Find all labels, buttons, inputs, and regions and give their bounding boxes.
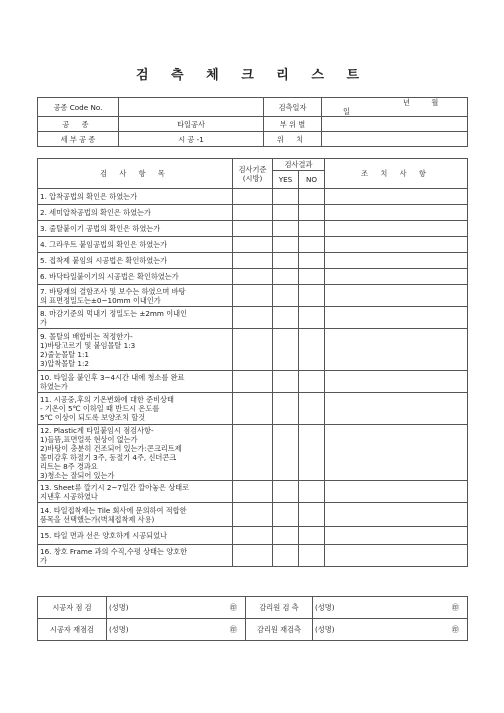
item-text: 9. 몰탈의 배합비는 적정한가- 1)바탕고르기 및 붙임몰탈 1:3 2)줄눈몰탈 1:1 3)압착몰탈 1:2 (38, 329, 233, 371)
location-value[interactable] (322, 132, 468, 147)
action-cell[interactable] (325, 527, 468, 545)
yes-cell[interactable] (273, 285, 299, 307)
contractor-reinspection-label: 시공자 재점검 (38, 619, 107, 641)
standard-cell[interactable] (233, 503, 273, 527)
item-text: 8. 마감기준의 먹내기 정밀도는 ±2mm 이내인 가 (38, 307, 233, 329)
item-text: 10. 타일을 붙인후 3~4시간 내에 청소를 완료 하였는가 (38, 371, 233, 393)
standard-cell[interactable] (233, 481, 273, 503)
action-cell[interactable] (325, 371, 468, 393)
checklist-row (38, 237, 468, 253)
seal-icon: ㊞ (229, 603, 237, 612)
checklist-row (38, 329, 468, 371)
name-label: (성명) (109, 625, 129, 634)
yes-cell[interactable] (273, 189, 299, 205)
yes-cell[interactable] (273, 527, 299, 545)
checklist-row (38, 205, 468, 221)
no-cell[interactable] (299, 527, 325, 545)
part-value[interactable] (322, 117, 468, 132)
col-yes-header: YES (273, 171, 299, 189)
yes-cell[interactable] (273, 205, 299, 221)
header-row-work-type (38, 117, 468, 132)
yes-cell[interactable] (273, 371, 299, 393)
yes-cell[interactable] (273, 503, 299, 527)
supervisor-reinspection-sign-field[interactable] (313, 619, 468, 641)
action-cell[interactable] (325, 269, 468, 285)
standard-cell[interactable] (233, 371, 273, 393)
standard-cell[interactable] (233, 253, 273, 269)
action-cell[interactable] (325, 307, 468, 329)
item-text: 5. 접착제 붙임의 시공법은 확인하였는가 (38, 253, 233, 269)
item-text: 16. 창호 Frame 과의 수직,수평 상태는 양호한 가 (38, 545, 233, 567)
action-cell[interactable] (325, 425, 468, 481)
checklist-row (38, 371, 468, 393)
standard-cell[interactable] (233, 189, 273, 205)
no-cell[interactable] (299, 237, 325, 253)
location-label: 위 치 (264, 132, 322, 147)
work-type-label: 공 종 (38, 117, 119, 132)
item-text: 4. 그라우트 붙임공법의 확인은 하였는가 (38, 237, 233, 253)
contractor-reinspection-sign-field[interactable] (107, 619, 246, 641)
contractor-inspection-sign-field[interactable] (107, 597, 246, 619)
yes-cell[interactable] (273, 425, 299, 481)
checklist-row (38, 221, 468, 237)
yes-cell[interactable] (273, 481, 299, 503)
item-text: 13. Sheet류 깔기시 2~7일간 깔아놓은 상태로 지낸후 시공하였나 (38, 481, 233, 503)
no-cell[interactable] (299, 205, 325, 221)
yes-cell[interactable] (273, 221, 299, 237)
no-cell[interactable] (299, 545, 325, 567)
checklist-table (37, 158, 468, 567)
checklist-row (38, 545, 468, 567)
no-cell[interactable] (299, 189, 325, 205)
code-value[interactable] (119, 98, 264, 117)
no-cell[interactable] (299, 371, 325, 393)
action-cell[interactable] (325, 205, 468, 221)
detail-type-value[interactable]: 시 공 -1 (119, 132, 264, 147)
inspection-date-field[interactable] (322, 98, 468, 117)
item-text: 14. 타일접착제는 Tile 회사에 문의하여 적합한 품목을 선택했는가(벽체접착제 사용) (38, 503, 233, 527)
seal-icon: ㊞ (229, 625, 237, 634)
checklist-row (38, 527, 468, 545)
checklist-row (38, 503, 468, 527)
no-cell[interactable] (299, 221, 325, 237)
col-no-header: NO (299, 171, 325, 189)
standard-cell[interactable] (233, 527, 273, 545)
signature-table (37, 596, 468, 641)
standard-cell[interactable] (233, 329, 273, 371)
col-item-header: 검 사 항 목 (38, 159, 233, 189)
yes-cell[interactable] (273, 253, 299, 269)
inspection-date-label: 검측일자 (264, 98, 322, 117)
action-cell[interactable] (325, 221, 468, 237)
no-cell[interactable] (299, 253, 325, 269)
header-row-detail (38, 132, 468, 147)
yes-cell[interactable] (273, 269, 299, 285)
action-cell[interactable] (325, 329, 468, 371)
item-text: 3. 줄탈붙이기 공법의 확인은 하였는가 (38, 221, 233, 237)
standard-cell[interactable] (233, 205, 273, 221)
seal-icon: ㊞ (451, 625, 459, 634)
checklist-row (38, 425, 468, 481)
no-cell[interactable] (299, 269, 325, 285)
yes-cell[interactable] (273, 545, 299, 567)
standard-cell[interactable] (233, 425, 273, 481)
standard-cell[interactable] (233, 545, 273, 567)
name-label: (성명) (315, 625, 335, 634)
supervisor-reinspection-label: 감리원 재검측 (246, 619, 313, 641)
contractor-inspection-label: 시공자 점 검 (38, 597, 107, 619)
action-cell[interactable] (325, 503, 468, 527)
day-label: 일 (343, 107, 350, 116)
col-action-header: 조 치 사 항 (325, 159, 468, 189)
col-result-header: 검사결과 (273, 159, 325, 171)
action-cell[interactable] (325, 481, 468, 503)
header-row-code (38, 98, 468, 117)
no-cell[interactable] (299, 329, 325, 371)
item-text: 15. 타일 면과 선은 양호하게 시공되었나 (38, 527, 233, 545)
standard-cell[interactable] (233, 307, 273, 329)
checklist-row (38, 269, 468, 285)
part-label: 부 위 별 (264, 117, 322, 132)
year-label: 년 (403, 98, 410, 107)
standard-cell[interactable] (233, 237, 273, 253)
item-text: 2. 세미압착공법의 확인은 하였는가 (38, 205, 233, 221)
checklist-head-row-1 (38, 159, 468, 171)
seal-icon: ㊞ (451, 603, 459, 612)
no-cell[interactable] (299, 307, 325, 329)
no-cell[interactable] (299, 285, 325, 307)
no-cell[interactable] (299, 481, 325, 503)
document-title: 검 측 체 크 리 스 트 (135, 68, 369, 83)
yes-cell[interactable] (273, 307, 299, 329)
item-text: 11. 시공중,후의 기온변화에 대한 준비상태 - 기온이 5℃ 이하일 때 반드시 온도를 5℃ 이상이 되도록 보양조치 할것 (38, 393, 233, 425)
action-cell[interactable] (325, 253, 468, 269)
detail-type-label: 세 부 공 종 (38, 132, 119, 147)
supervisor-inspection-sign-field[interactable] (313, 597, 468, 619)
checklist-row (38, 285, 468, 307)
checklist-row (38, 393, 468, 425)
name-label: (성명) (109, 603, 129, 612)
month-label: 월 (431, 98, 439, 107)
checklist-row (38, 307, 468, 329)
no-cell[interactable] (299, 503, 325, 527)
standard-cell[interactable] (233, 285, 273, 307)
no-cell[interactable] (299, 393, 325, 425)
code-label: 공종 Code No. (38, 98, 119, 117)
item-text: 6. 바닥타일붙이기의 시공법은 확인하였는가 (38, 269, 233, 285)
checklist-row (38, 253, 468, 269)
col-standard-header: 검사기준 (시방) (233, 159, 273, 189)
action-cell[interactable] (325, 393, 468, 425)
yes-cell[interactable] (273, 237, 299, 253)
supervisor-inspection-label: 감리원 검 측 (246, 597, 313, 619)
item-text: 7. 바탕재의 결함조사 및 보수는 하였으며 바탕 의 표면정밀도는±0~10mm 이내인가 (38, 285, 233, 307)
yes-cell[interactable] (273, 393, 299, 425)
action-cell[interactable] (325, 545, 468, 567)
yes-cell[interactable] (273, 329, 299, 371)
standard-cell[interactable] (233, 269, 273, 285)
standard-cell[interactable] (233, 393, 273, 425)
name-label: (성명) (315, 603, 335, 612)
action-cell[interactable] (325, 285, 468, 307)
work-type-value[interactable]: 타일공사 (119, 117, 264, 132)
standard-cell[interactable] (233, 221, 273, 237)
no-cell[interactable] (299, 425, 325, 481)
checklist-row (38, 481, 468, 503)
signature-row-2 (38, 619, 468, 641)
checklist-row (38, 189, 468, 205)
item-text: 12. Plastic계 타일붙임시 점검사항- 1)들뜸,표면얼룩 현상이 없는가 2)바탕이 충분히 건조되어 있는가:콘크리트제 몰미감후 하절기 3주, 동절기 4주, 신더콘크 리트는 8주 경과요 3)청소는 잘되어 있는가 (38, 425, 233, 481)
item-text: 1. 압착공법의 확인은 하였는가 (38, 189, 233, 205)
header-table (37, 97, 468, 147)
action-cell[interactable] (325, 189, 468, 205)
signature-row-1 (38, 597, 468, 619)
action-cell[interactable] (325, 237, 468, 253)
